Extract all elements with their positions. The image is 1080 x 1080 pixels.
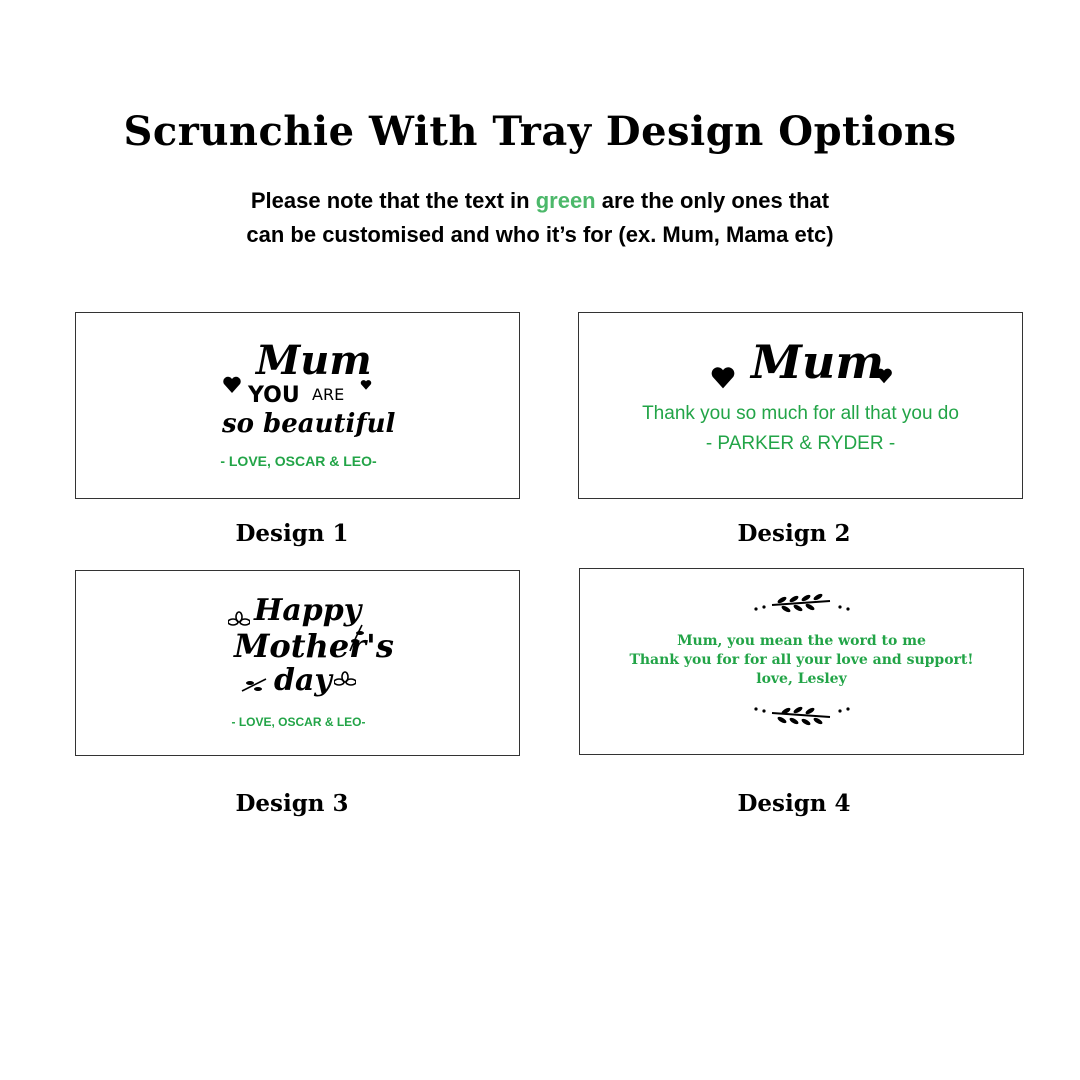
customisation-note	[140, 184, 940, 252]
design-4-custom-line-1: Mum, you mean the word to me	[677, 633, 926, 649]
design-1-you: YOU	[248, 383, 300, 408]
flower-icon	[334, 671, 356, 693]
design-3-day: day	[274, 663, 332, 698]
design-2-custom-line-1: Thank you so much for all that you do	[642, 403, 959, 424]
design-3-caption: Design 3	[235, 790, 349, 817]
design-1-beautiful: so beautiful	[222, 409, 396, 439]
design-2-custom-line-2: - PARKER & RYDER -	[705, 433, 896, 454]
green-word: green	[535, 188, 596, 213]
page-title: Scrunchie With Tray Design Options	[123, 108, 957, 155]
design-2-mum: Mum	[751, 335, 885, 389]
design-card-3[interactable]	[75, 570, 520, 756]
leaf-branch-icon	[240, 675, 268, 695]
design-3-happy: Happy	[254, 593, 362, 628]
design-1-caption: Design 1	[235, 520, 349, 547]
design-1-custom-text: - LOVE, OSCAR & LEO-	[220, 453, 377, 469]
design-3-mothers: Mother's	[234, 627, 394, 665]
note-line-2: can be customised and who it’s for (ex. Mum, Mama etc)	[246, 222, 834, 247]
design-3-custom-text: - LOVE, OSCAR & LEO-	[231, 715, 366, 729]
design-card-4[interactable]	[579, 568, 1024, 755]
laurel-branch-icon	[752, 591, 852, 617]
design-card-2[interactable]	[578, 312, 1023, 499]
design-4-custom-line-2: Thank you for for all your love and support!	[629, 652, 974, 668]
design-2-caption: Design 2	[737, 520, 851, 547]
design-4-custom-line-3: love, Lesley	[756, 671, 847, 687]
note-line-1: Please note that the text in green are the only ones that	[250, 188, 830, 213]
design-4-caption: Design 4	[737, 790, 851, 817]
heart-icon	[710, 365, 736, 391]
design-card-1[interactable]	[75, 312, 520, 499]
design-1-mum: Mum	[256, 337, 372, 384]
laurel-branch-icon	[752, 703, 852, 729]
design-1-are: ARE	[312, 385, 345, 404]
heart-icon	[222, 375, 242, 395]
